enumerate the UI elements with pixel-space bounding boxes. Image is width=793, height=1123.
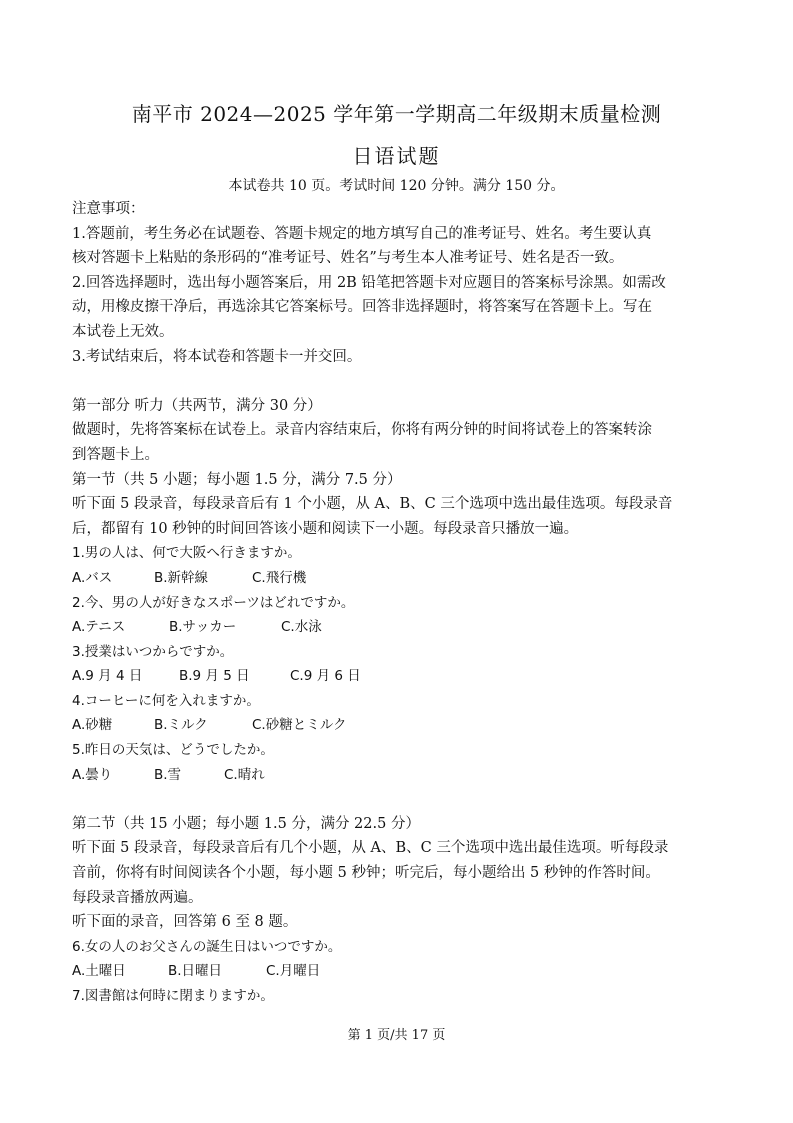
section1-intro-line: 后，都留有 10 秒钟的时间回答该小题和阅读下一小题。每段录音只播放一遍。: [72, 520, 579, 537]
question-4: 4.コーヒーに何を入れますか。: [72, 692, 260, 709]
exam-title: 南平市 2024—2025 学年第一学期高二年级期末质量检测: [131, 102, 662, 126]
option-c: C.晴れ: [224, 766, 265, 783]
notice-line: 3.考试结束后，将本试卷和答题卡一并交回。: [72, 348, 362, 365]
option-a: A.9 月 4 日: [72, 668, 143, 685]
option-a: A.バス: [72, 569, 113, 586]
option-b: B.雪: [154, 766, 182, 783]
notice-line: 2.回答选择题时，选出每小题答案后，用 2B 铅笔把答题卡对应题目的答案标号涂黑。如需改: [72, 274, 666, 291]
question-5: 5.昨日の天気は、どうでしたか。: [72, 742, 274, 759]
section1-intro-line: 听下面 5 段录音，每段录音后有 1 个小题，从 A、B、C 三个选项中选出最佳选项。每段录音: [72, 496, 673, 513]
options-5: [72, 763, 724, 788]
part1-intro-line: 到答题卡上。: [72, 446, 159, 463]
option-a: A.土曜日: [72, 963, 126, 980]
question-2: 2.今、男の人が好きなスポーツはどれですか。: [72, 594, 355, 611]
question-3: 3.授業はいつからですか。: [72, 643, 234, 660]
option-c: C.飛行機: [252, 569, 307, 586]
question-1: 1.男の人は、何で大阪へ行きますか。: [72, 545, 301, 562]
option-b: B.新幹線: [154, 569, 209, 586]
option-a: A.砂糖: [72, 717, 113, 734]
option-a: A.テニス: [72, 619, 126, 636]
notice-heading: 注意事项：: [72, 201, 145, 217]
notice-line: 1.答题前，考生务必在试题卷、答题卡规定的地方填写自己的准考证号、姓名。考生要认真: [72, 225, 652, 242]
notice-line: 核对答题卡上粘贴的条形码的“准考证号、姓名”与考生本人准考证号、姓名是否一致。: [72, 250, 624, 267]
options-1: [72, 566, 724, 591]
section2-intro-line: 听下面 5 段录音，每段录音后有几个小题，从 A、B、C 三个选项中选出最佳选项。听每段录: [72, 840, 669, 857]
option-b: B.9 月 5 日: [179, 668, 250, 685]
options-6: [72, 959, 724, 984]
notice-line: 本试卷上无效。: [72, 323, 174, 340]
exam-subtitle: 日语试题: [352, 144, 441, 168]
section2-intro-line: 每段录音播放两遍。: [72, 889, 203, 906]
exam-info: 本试卷共 10 页。考试时间 120 分钟。满分 150 分。: [228, 178, 565, 194]
option-a: A.曇り: [72, 766, 113, 783]
part1-intro-line: 做题时，先将答案标在试卷上。录音内容结束后，你将有两分钟的时间将试卷上的答案转涂: [72, 422, 652, 439]
options-2: [72, 615, 724, 640]
option-b: B.ミルク: [154, 717, 208, 734]
option-c: C.砂糖とミルク: [252, 717, 347, 734]
section2-intro-line: 音前，你将有时间阅读各个小题，每小题 5 秒钟；听完后，每小题给出 5 秒钟的作答时间。: [72, 865, 660, 882]
exam-body: [72, 197, 724, 1009]
question-6: 6.女の人のお父さんの誕生日はいつですか。: [72, 938, 342, 955]
section1-heading: 第一节（共 5 小题；每小题 1.5 分，满分 7.5 分）: [72, 471, 402, 488]
option-b: B.サッカー: [169, 619, 237, 636]
section2-heading: 第二节（共 15 小题；每小题 1.5 分，满分 22.5 分）: [72, 815, 420, 832]
option-c: C.水泳: [281, 619, 322, 636]
options-3: [72, 664, 724, 689]
option-b: B.日曜日: [168, 963, 223, 980]
question-7: 7.図書館は何時に閉まりますか。: [72, 988, 274, 1004]
section2-instruction: 听下面的录音，回答第 6 至 8 题。: [72, 914, 298, 931]
option-c: C.月曜日: [266, 963, 321, 980]
options-4: [72, 713, 724, 738]
page-number: 第 1 页/共 17 页: [347, 1028, 446, 1043]
option-c: C.9 月 6 日: [290, 668, 361, 685]
notice-line: 动，用橡皮擦干净后，再选涂其它答案标号。回答非选择题时，将答案写在答题卡上。写在: [72, 299, 652, 316]
part1-heading: 第一部分 听力（共两节，满分 30 分）: [72, 397, 322, 414]
